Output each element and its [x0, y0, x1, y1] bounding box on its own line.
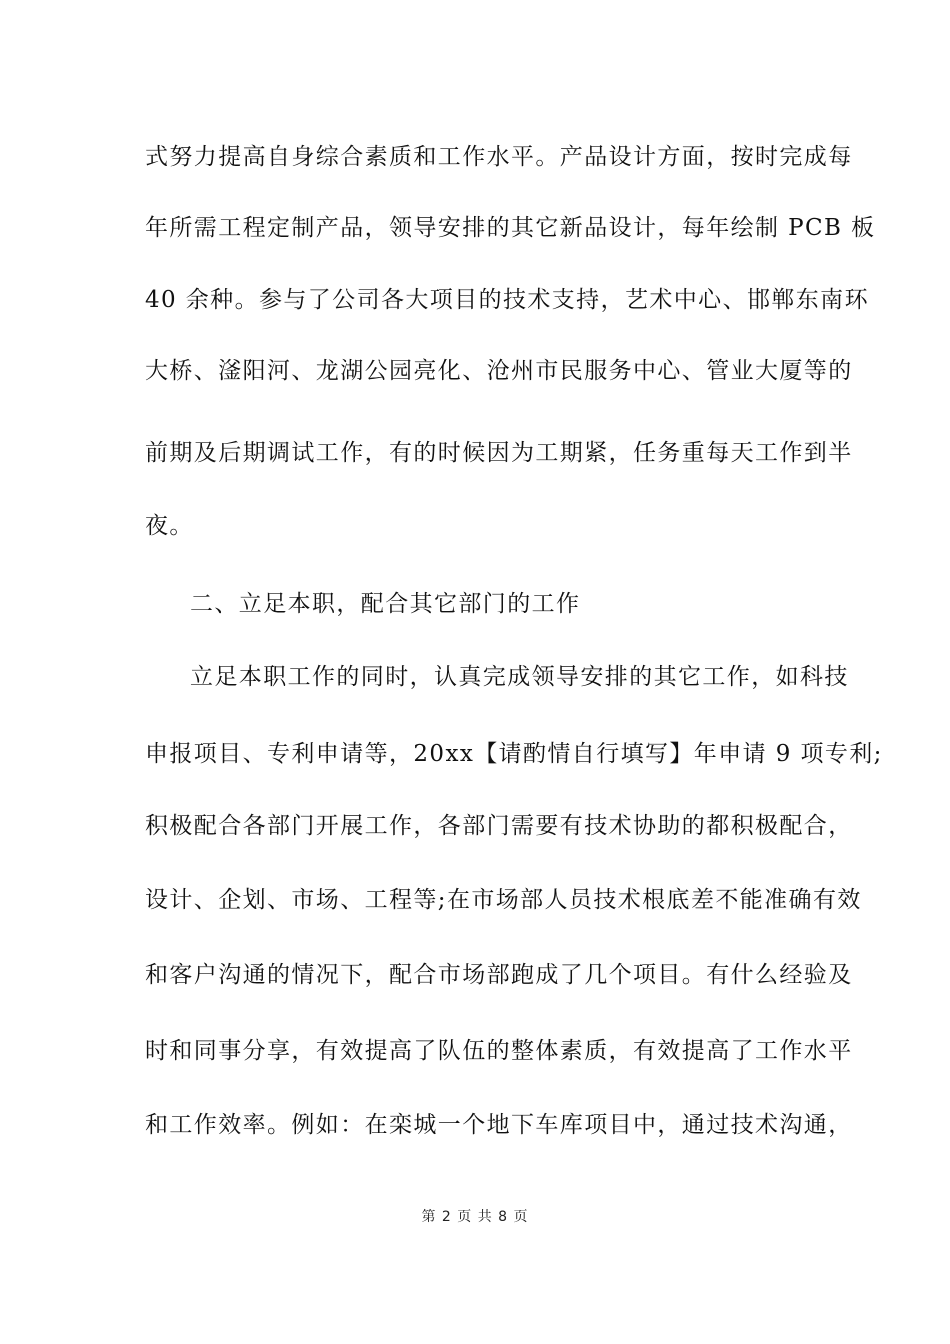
- body-line-12: 时和同事分享，有效提高了队伍的整体素质，有效提高了工作水平: [145, 1038, 853, 1064]
- body-line-2: 年所需工程定制产品，领导安排的其它新品设计，每年绘制 PCB 板: [145, 215, 876, 241]
- section-heading: 二、立足本职，配合其它部门的工作: [190, 591, 581, 617]
- body-line-5: 前期及后期调试工作，有的时候因为工期紧，任务重每天工作到半: [145, 440, 853, 466]
- page-number-footer: 第 2 页 共 8 页: [421, 1209, 529, 1225]
- body-line-6: 夜。: [145, 513, 194, 539]
- body-line-9: 积极配合各部门开展工作，各部门需要有技术协助的都积极配合，: [145, 813, 853, 839]
- body-line-1: 式努力提高自身综合素质和工作水平。产品设计方面，按时完成每: [145, 144, 853, 170]
- body-line-11: 和客户沟通的情况下，配合市场部跑成了几个项目。有什么经验及: [145, 962, 853, 988]
- body-line-3: 40 余种。参与了公司各大项目的技术支持，艺术中心、邯郸东南环: [145, 287, 869, 313]
- body-line-4: 大桥、滏阳河、龙湖公园亮化、沧州市民服务中心、管业大厦等的: [145, 358, 853, 384]
- body-line-13: 和工作效率。例如：在栾城一个地下车库项目中，通过技术沟通，: [145, 1112, 853, 1138]
- body-line-7: 立足本职工作的同时，认真完成领导安排的其它工作，如科技: [190, 664, 849, 690]
- body-line-8: 申报项目、专利申请等，20xx【请酌情自行填写】年申请 9 项专利;: [145, 741, 883, 767]
- body-line-10: 设计、企划、市场、工程等;在市场部人员技术根底差不能准确有效: [145, 887, 862, 913]
